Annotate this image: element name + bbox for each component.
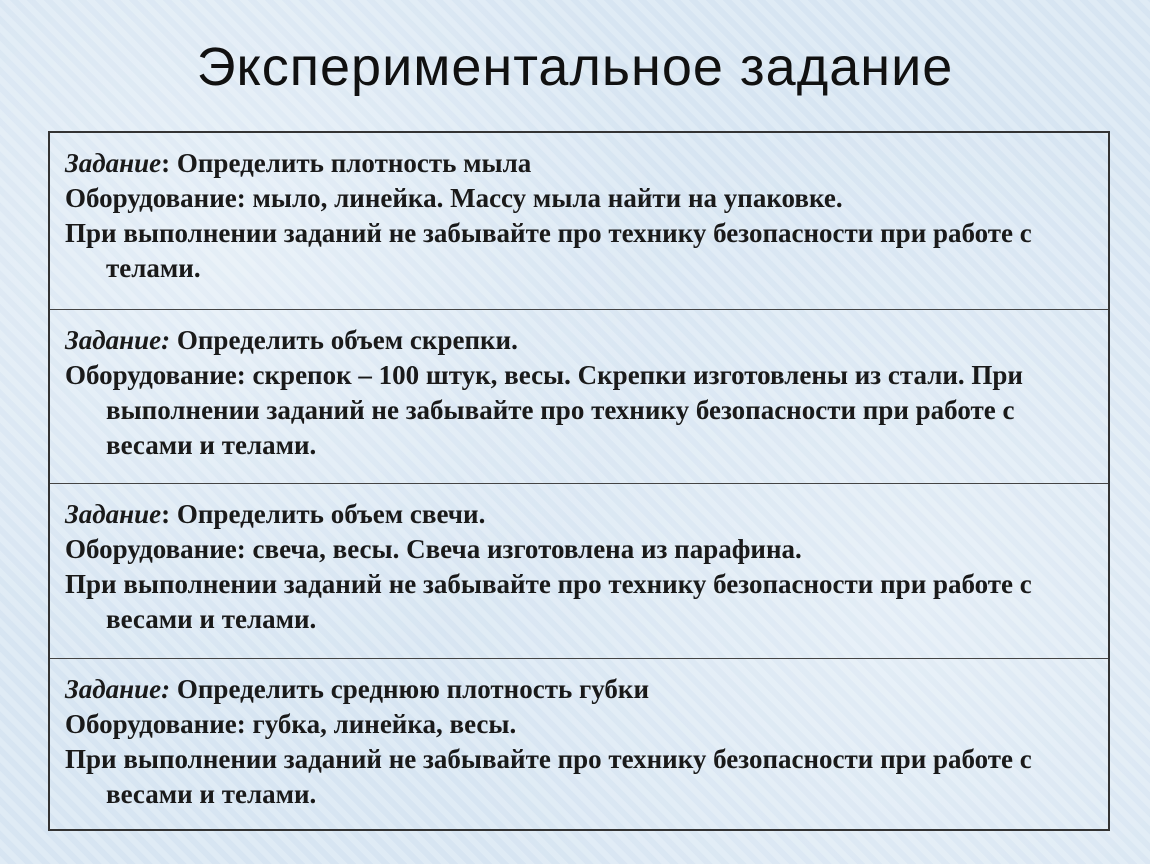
task-text: Определить среднюю плотность губки [170, 674, 650, 704]
equipment-line: Оборудование: губка, линейка, весы. [65, 709, 517, 739]
task-cell-sponge-density [50, 659, 1108, 829]
task-heading [65, 672, 1094, 707]
safety-line: При выполнении заданий не забывайте про технику безопасности при работе с весами и телами. [65, 569, 1032, 634]
equipment-line: Оборудование: мыло, линейка. Массу мыла найти на упаковке. [65, 183, 843, 213]
task-heading [65, 497, 1094, 532]
task-label-colon: : [161, 499, 171, 529]
task-text: Определить объем скрепки. [170, 325, 518, 355]
tasks-table [48, 131, 1110, 831]
equipment-line: Оборудование: скрепок – 100 штук, весы. Скрепки изготовлены из стали. При выполнении заданий не забывайте про технику безопасности при работе с весами и телами. [65, 360, 1023, 460]
task-cell-candle-volume [50, 484, 1108, 659]
safety-line: При выполнении заданий не забывайте про технику безопасности при работе с весами и телами. [65, 744, 1032, 809]
task-heading [65, 323, 1094, 358]
task-label: Задание [65, 499, 162, 529]
task-cell-soap-density [50, 133, 1108, 310]
task-label: Задание: [65, 325, 171, 355]
task-label: Задание: [65, 674, 171, 704]
slide-title: Экспериментальное задание [196, 37, 954, 97]
task-heading [65, 146, 1094, 181]
task-label-colon: : [161, 148, 171, 178]
task-label: Задание [65, 148, 162, 178]
task-cell-paperclip-volume [50, 310, 1108, 484]
safety-line: При выполнении заданий не забывайте про технику безопасности при работе с телами. [65, 218, 1032, 283]
task-text: Определить плотность мыла [170, 148, 532, 178]
equipment-line: Оборудование: свеча, весы. Свеча изготовлена из парафина. [65, 534, 802, 564]
task-text: Определить объем свечи. [170, 499, 486, 529]
